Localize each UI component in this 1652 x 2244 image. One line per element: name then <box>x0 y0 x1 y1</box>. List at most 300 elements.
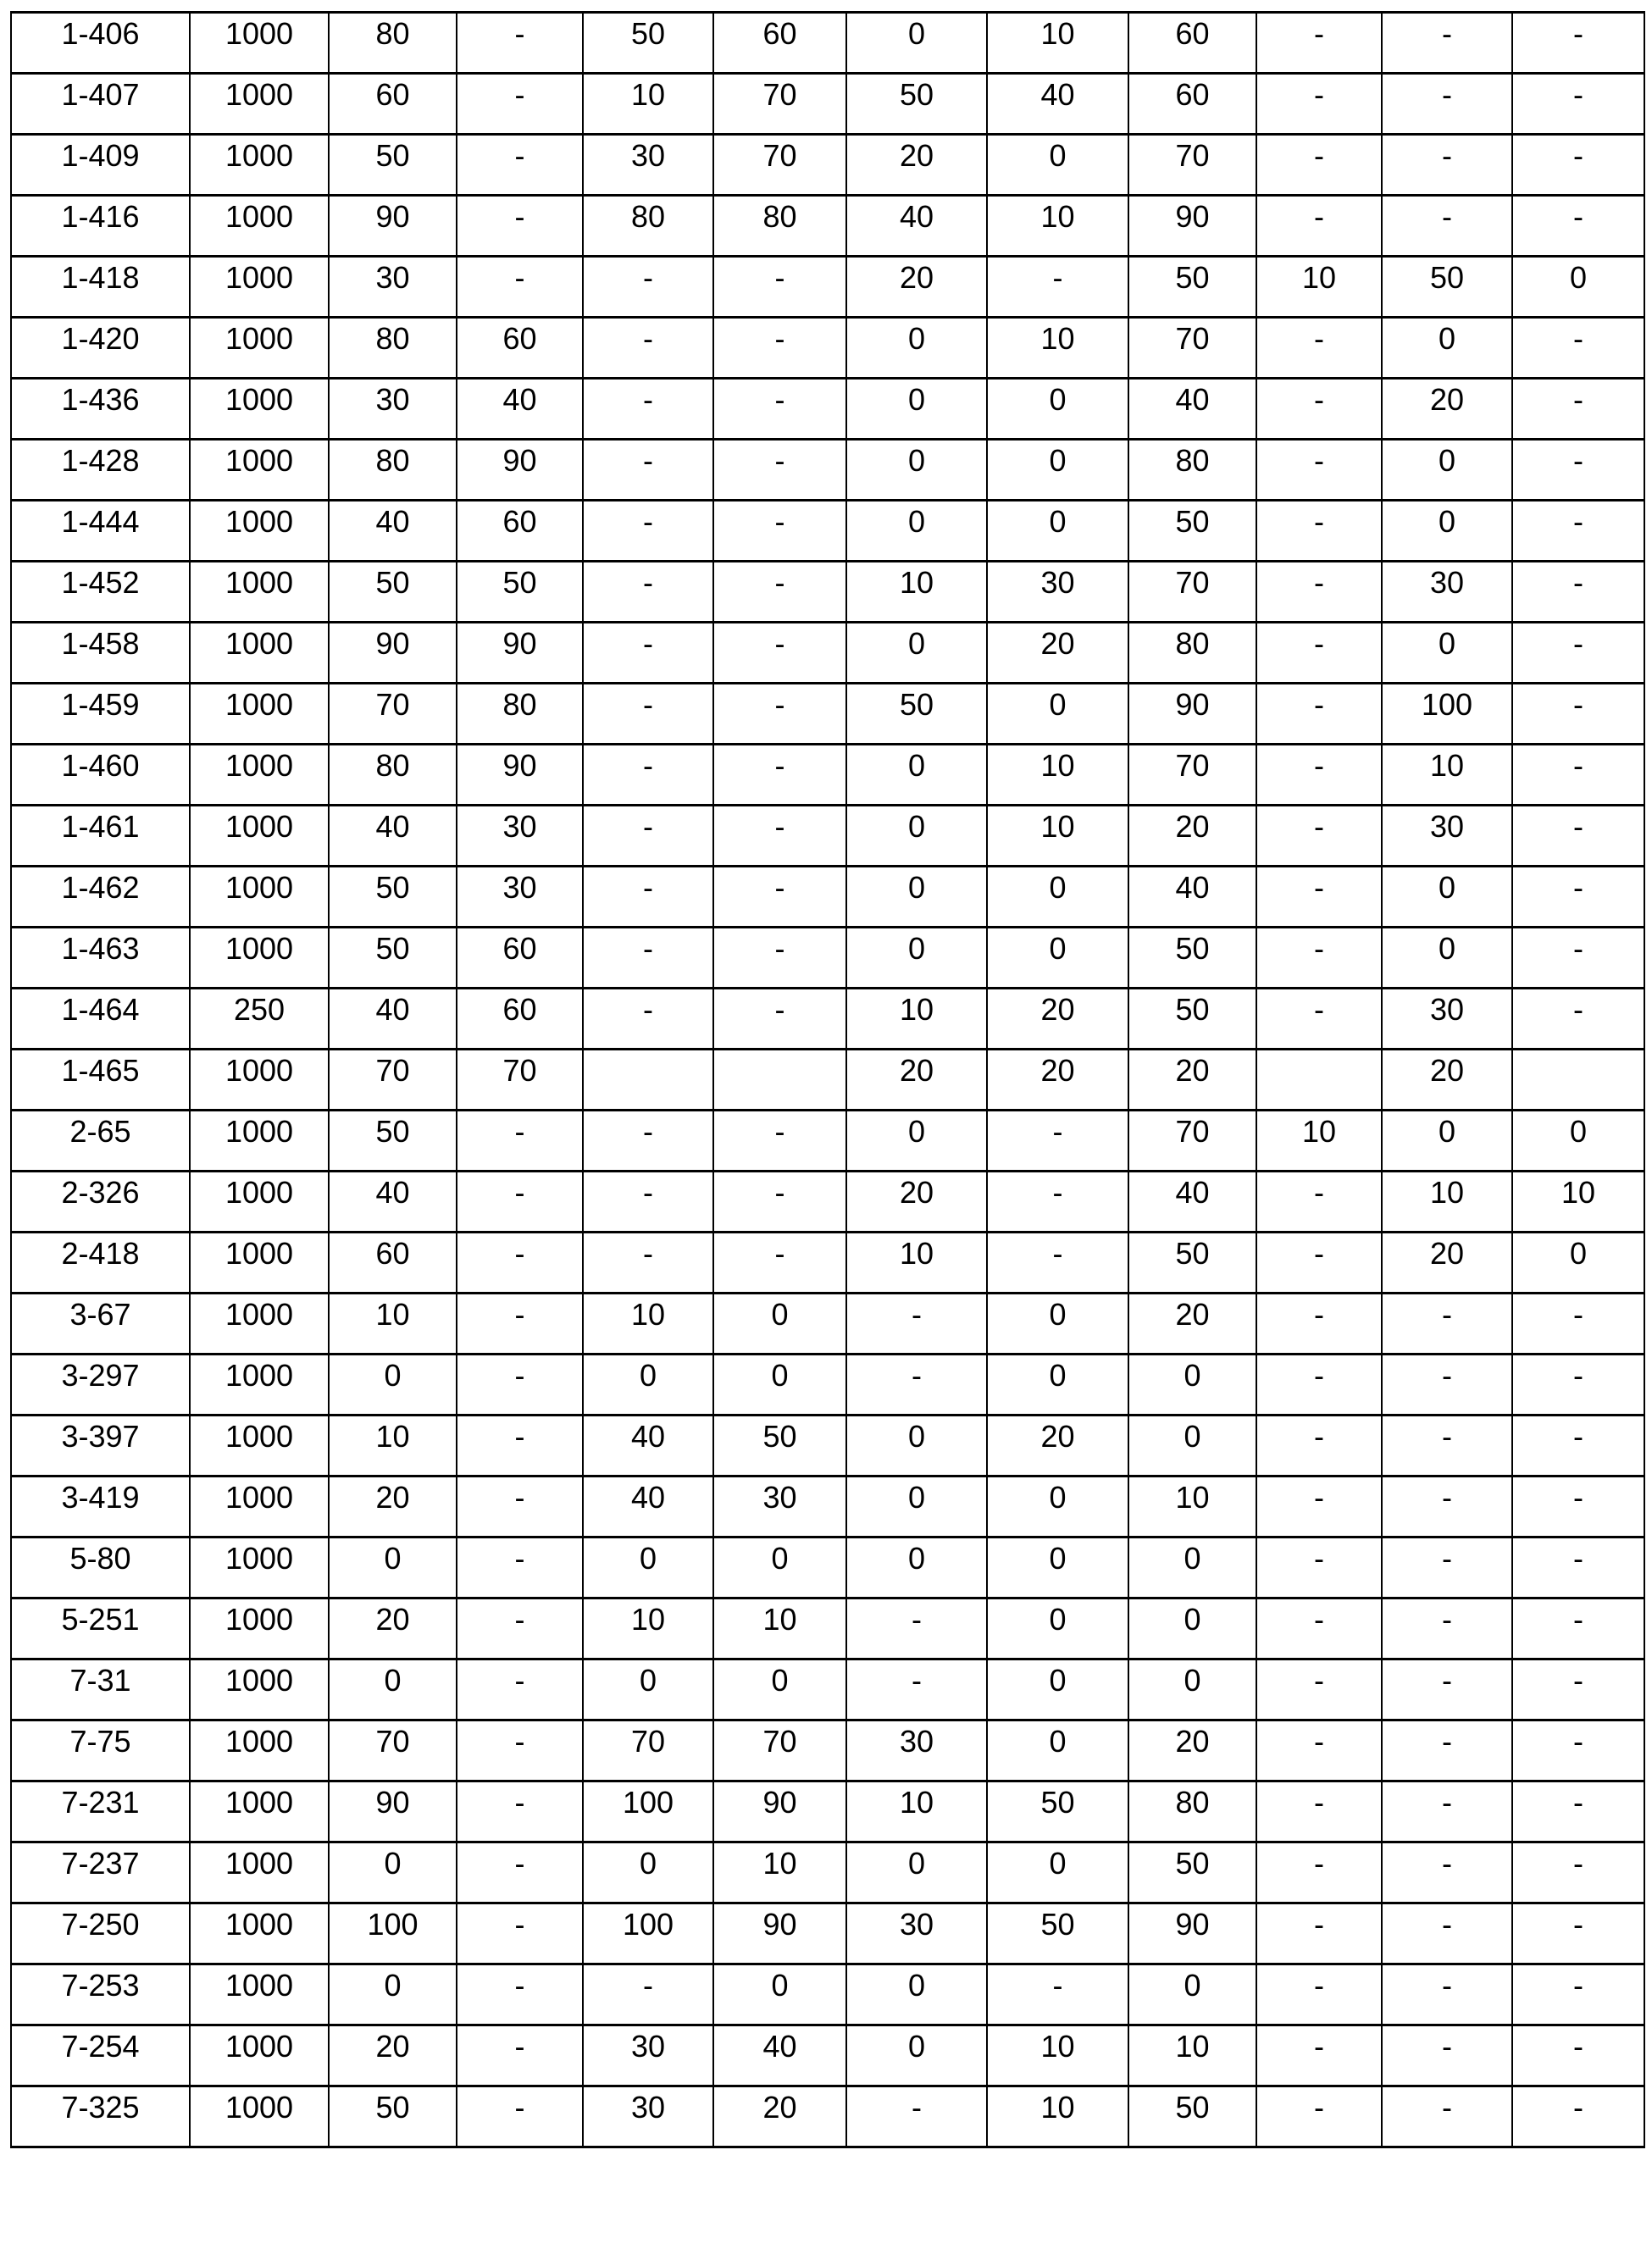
table-cell: - <box>1512 379 1644 440</box>
table-cell: - <box>457 1355 583 1416</box>
table-row <box>11 135 1644 196</box>
table-cell: 40 <box>987 74 1128 135</box>
table-cell: 80 <box>329 745 457 806</box>
table-cell: - <box>1256 1659 1382 1720</box>
row-id-cell: 1-409 <box>11 135 190 196</box>
table-cell: 1000 <box>190 1599 329 1659</box>
table-cell: - <box>457 1416 583 1477</box>
table-cell: - <box>713 684 846 745</box>
table-cell: 30 <box>1382 989 1512 1050</box>
table-cell: - <box>457 1659 583 1720</box>
table-cell: - <box>1382 1903 1512 1964</box>
table-cell: - <box>1512 1599 1644 1659</box>
table-cell: 80 <box>457 684 583 745</box>
table-cell: - <box>1382 74 1512 135</box>
table-cell: - <box>1382 1720 1512 1781</box>
table-cell: 90 <box>1128 684 1256 745</box>
table-cell: - <box>713 806 846 867</box>
row-id-cell: 1-418 <box>11 257 190 318</box>
table-cell: 70 <box>1128 318 1256 379</box>
table-cell: 10 <box>846 1781 987 1842</box>
table-cell: 60 <box>1128 74 1256 135</box>
table-cell: 1000 <box>190 1964 329 2025</box>
table-cell: 70 <box>329 1720 457 1781</box>
table-cell: 30 <box>583 135 713 196</box>
table-row <box>11 1659 1644 1720</box>
table-cell: 40 <box>1128 1172 1256 1233</box>
row-id-cell: 7-253 <box>11 1964 190 2025</box>
row-id-cell: 1-436 <box>11 379 190 440</box>
table-cell: - <box>1512 74 1644 135</box>
table-cell: - <box>1382 135 1512 196</box>
table-row <box>11 1416 1644 1477</box>
table-row <box>11 1355 1644 1416</box>
table-cell: - <box>1256 1233 1382 1294</box>
table-cell: 90 <box>457 745 583 806</box>
table-cell: - <box>713 1233 846 1294</box>
table-cell: 0 <box>846 1477 987 1538</box>
table-cell: - <box>1512 1294 1644 1355</box>
row-id-cell: 3-67 <box>11 1294 190 1355</box>
table-row <box>11 257 1644 318</box>
table-cell: - <box>1512 1416 1644 1477</box>
table-cell: 1000 <box>190 440 329 501</box>
table-cell <box>583 1050 713 1111</box>
table-cell: 60 <box>457 928 583 989</box>
table-cell: - <box>583 806 713 867</box>
table-cell: 50 <box>329 928 457 989</box>
table-cell: - <box>1256 135 1382 196</box>
table-cell: 0 <box>846 1964 987 2025</box>
table-cell: - <box>583 562 713 623</box>
row-id-cell: 3-397 <box>11 1416 190 1477</box>
table-row <box>11 867 1644 928</box>
table-cell: 30 <box>583 2086 713 2147</box>
row-id-cell: 7-325 <box>11 2086 190 2147</box>
table-row <box>11 745 1644 806</box>
row-id-cell: 1-458 <box>11 623 190 684</box>
table-cell: 0 <box>846 1111 987 1172</box>
table-cell: 50 <box>329 2086 457 2147</box>
table-cell: - <box>1512 2025 1644 2086</box>
table-cell: - <box>1382 1294 1512 1355</box>
table-row <box>11 440 1644 501</box>
table-row <box>11 806 1644 867</box>
table-cell: 1000 <box>190 1538 329 1599</box>
table-cell: - <box>713 440 846 501</box>
table-cell: 80 <box>329 318 457 379</box>
table-row <box>11 1964 1644 2025</box>
table-cell: 1000 <box>190 1294 329 1355</box>
table-cell: - <box>1382 1599 1512 1659</box>
table-cell: 10 <box>987 2086 1128 2147</box>
table-cell: 10 <box>583 1294 713 1355</box>
table-cell: - <box>583 440 713 501</box>
table-row <box>11 1538 1644 1599</box>
table-cell: - <box>1256 684 1382 745</box>
table-cell: - <box>457 196 583 257</box>
table-cell: 50 <box>1128 2086 1256 2147</box>
table-cell: - <box>1512 562 1644 623</box>
table-cell: 0 <box>1128 1355 1256 1416</box>
table-cell: 1000 <box>190 867 329 928</box>
table-cell: - <box>713 1111 846 1172</box>
table-cell: 10 <box>1128 1477 1256 1538</box>
row-id-cell: 1-460 <box>11 745 190 806</box>
table-row <box>11 1903 1644 1964</box>
table-cell: 70 <box>583 1720 713 1781</box>
table-cell: - <box>1256 1964 1382 2025</box>
table-cell: 1000 <box>190 1781 329 1842</box>
table-cell: 1000 <box>190 1233 329 1294</box>
table-cell: 1000 <box>190 1477 329 1538</box>
table-cell: 0 <box>713 1294 846 1355</box>
table-cell: 0 <box>846 440 987 501</box>
table-cell: 1000 <box>190 257 329 318</box>
table-cell: - <box>1382 2086 1512 2147</box>
table-cell: 70 <box>329 684 457 745</box>
table-cell: 0 <box>1382 928 1512 989</box>
table-cell: - <box>583 257 713 318</box>
table-cell: 50 <box>329 867 457 928</box>
table-cell: 10 <box>713 1842 846 1903</box>
table-cell: 0 <box>846 745 987 806</box>
table-cell: 50 <box>713 1416 846 1477</box>
table-cell: 50 <box>987 1781 1128 1842</box>
table-cell: 40 <box>713 2025 846 2086</box>
table-row <box>11 2025 1644 2086</box>
table-cell: - <box>1256 1172 1382 1233</box>
table-cell: - <box>713 867 846 928</box>
table-cell: - <box>1256 1294 1382 1355</box>
table-cell: 60 <box>329 1233 457 1294</box>
row-id-cell: 1-464 <box>11 989 190 1050</box>
table-cell: - <box>457 1720 583 1781</box>
table-cell: - <box>1256 13 1382 74</box>
table-row <box>11 1720 1644 1781</box>
table-cell: - <box>846 1659 987 1720</box>
table-cell: - <box>713 318 846 379</box>
table-cell: - <box>1256 379 1382 440</box>
table-cell: - <box>987 1172 1128 1233</box>
table-cell: - <box>1382 1355 1512 1416</box>
row-id-cell: 1-416 <box>11 196 190 257</box>
row-id-cell: 1-407 <box>11 74 190 135</box>
table-cell: 10 <box>713 1599 846 1659</box>
table-cell: - <box>713 257 846 318</box>
table-cell: - <box>846 1355 987 1416</box>
table-cell: - <box>1256 2086 1382 2147</box>
row-id-cell: 5-251 <box>11 1599 190 1659</box>
table-cell: - <box>1512 745 1644 806</box>
table-cell: 0 <box>1382 623 1512 684</box>
table-cell: 50 <box>987 1903 1128 1964</box>
table-cell: - <box>1512 989 1644 1050</box>
table-cell: 0 <box>1128 1538 1256 1599</box>
table-cell: 0 <box>987 867 1128 928</box>
table-cell: 20 <box>987 1050 1128 1111</box>
table-cell: - <box>457 1233 583 1294</box>
table-cell: 1000 <box>190 318 329 379</box>
table-cell: - <box>987 1233 1128 1294</box>
table-cell: - <box>1256 867 1382 928</box>
table-cell: - <box>583 867 713 928</box>
table-cell: 10 <box>846 1233 987 1294</box>
data-table <box>10 11 1645 2148</box>
table-cell: 0 <box>713 1355 846 1416</box>
table-cell: 30 <box>713 1477 846 1538</box>
table-cell: - <box>457 135 583 196</box>
row-id-cell: 1-465 <box>11 1050 190 1111</box>
table-cell: - <box>583 1172 713 1233</box>
table-cell: - <box>987 1964 1128 2025</box>
table-cell: 30 <box>846 1720 987 1781</box>
table-cell: - <box>846 1599 987 1659</box>
table-cell: 10 <box>846 989 987 1050</box>
row-id-cell: 2-418 <box>11 1233 190 1294</box>
row-id-cell: 2-326 <box>11 1172 190 1233</box>
table-cell: 0 <box>1128 1659 1256 1720</box>
table-cell: - <box>457 1903 583 1964</box>
table-cell: 0 <box>713 1964 846 2025</box>
table-body <box>11 13 1644 2147</box>
table-cell: - <box>1512 501 1644 562</box>
table-cell: 20 <box>987 623 1128 684</box>
table-cell: 1000 <box>190 1111 329 1172</box>
table-cell: 60 <box>457 318 583 379</box>
table-cell: 0 <box>987 1294 1128 1355</box>
table-cell: 1000 <box>190 623 329 684</box>
table-cell: 0 <box>1512 1233 1644 1294</box>
table-cell: 40 <box>329 989 457 1050</box>
table-cell: - <box>1512 1355 1644 1416</box>
table-cell: - <box>1512 867 1644 928</box>
table-cell: 10 <box>987 13 1128 74</box>
row-id-cell: 3-297 <box>11 1355 190 1416</box>
table-cell: 80 <box>329 440 457 501</box>
table-cell: - <box>1256 196 1382 257</box>
table-cell: 60 <box>713 13 846 74</box>
table-cell: 30 <box>457 806 583 867</box>
row-id-cell: 5-80 <box>11 1538 190 1599</box>
table-cell: - <box>1512 806 1644 867</box>
table-cell: 20 <box>1382 1233 1512 1294</box>
table-cell: - <box>1256 928 1382 989</box>
table-cell: - <box>1256 2025 1382 2086</box>
table-cell <box>1256 1050 1382 1111</box>
table-cell: 10 <box>987 318 1128 379</box>
table-cell: 0 <box>1382 318 1512 379</box>
table-cell: 70 <box>1128 745 1256 806</box>
table-cell: 80 <box>329 13 457 74</box>
table-cell: 0 <box>846 379 987 440</box>
table-row <box>11 74 1644 135</box>
table-cell: 30 <box>457 867 583 928</box>
table-cell: - <box>1512 2086 1644 2147</box>
table-cell: 1000 <box>190 806 329 867</box>
table-cell: - <box>1256 1781 1382 1842</box>
table-cell: - <box>1512 318 1644 379</box>
table-row <box>11 1477 1644 1538</box>
table-cell: 70 <box>713 1720 846 1781</box>
table-cell: 250 <box>190 989 329 1050</box>
table-cell: - <box>1256 562 1382 623</box>
table-cell: 1000 <box>190 1355 329 1416</box>
table-cell: - <box>457 257 583 318</box>
table-cell: 50 <box>1382 257 1512 318</box>
table-cell: - <box>713 928 846 989</box>
table-cell: 90 <box>329 623 457 684</box>
table-cell: 100 <box>1382 684 1512 745</box>
table-row <box>11 1050 1644 1111</box>
table-cell: 50 <box>846 684 987 745</box>
table-cell: - <box>1382 1659 1512 1720</box>
table-cell: 0 <box>1128 1599 1256 1659</box>
table-cell: 30 <box>1382 806 1512 867</box>
table-cell: - <box>457 74 583 135</box>
table-cell: 0 <box>846 501 987 562</box>
table-cell: - <box>1256 1477 1382 1538</box>
table-cell: 20 <box>846 1050 987 1111</box>
table-row <box>11 196 1644 257</box>
table-cell: 90 <box>457 440 583 501</box>
table-cell: - <box>457 1111 583 1172</box>
table-cell: - <box>713 623 846 684</box>
table-cell: - <box>713 989 846 1050</box>
table-cell: 40 <box>583 1416 713 1477</box>
table-cell: - <box>583 1233 713 1294</box>
table-cell: 80 <box>1128 623 1256 684</box>
table-cell: - <box>1382 1842 1512 1903</box>
table-cell: 70 <box>1128 562 1256 623</box>
table-cell: 0 <box>987 928 1128 989</box>
table-cell: - <box>1512 684 1644 745</box>
table-cell: 40 <box>1128 867 1256 928</box>
table-cell: - <box>1512 13 1644 74</box>
row-id-cell: 7-254 <box>11 2025 190 2086</box>
table-cell: 10 <box>987 806 1128 867</box>
table-cell: 50 <box>1128 928 1256 989</box>
table-cell: 0 <box>1382 440 1512 501</box>
table-cell: - <box>1256 1842 1382 1903</box>
table-cell: 60 <box>329 74 457 135</box>
table-row <box>11 562 1644 623</box>
table-cell: - <box>583 745 713 806</box>
table-cell: 0 <box>987 1477 1128 1538</box>
table-cell: 20 <box>846 1172 987 1233</box>
table-cell: 70 <box>329 1050 457 1111</box>
table-cell: 50 <box>1128 1842 1256 1903</box>
table-cell: 100 <box>583 1781 713 1842</box>
table-cell: 90 <box>1128 1903 1256 1964</box>
table-cell: - <box>583 1111 713 1172</box>
table-cell: 0 <box>987 1720 1128 1781</box>
table-cell: - <box>1256 989 1382 1050</box>
table-cell: - <box>1512 196 1644 257</box>
table-row <box>11 2086 1644 2147</box>
table-cell: 0 <box>583 1659 713 1720</box>
row-id-cell: 1-452 <box>11 562 190 623</box>
table-cell <box>713 1050 846 1111</box>
table-cell: - <box>987 257 1128 318</box>
table-cell: - <box>1256 74 1382 135</box>
table-cell: - <box>457 1294 583 1355</box>
table-cell: - <box>1256 318 1382 379</box>
table-cell: - <box>583 684 713 745</box>
table-cell: 20 <box>987 1416 1128 1477</box>
table-cell: 0 <box>987 440 1128 501</box>
table-cell: - <box>987 1111 1128 1172</box>
table-cell: 10 <box>329 1416 457 1477</box>
row-id-cell: 1-463 <box>11 928 190 989</box>
table-cell: 20 <box>1128 1294 1256 1355</box>
table-cell: 1000 <box>190 135 329 196</box>
table-cell: 0 <box>583 1355 713 1416</box>
table-cell: - <box>457 1538 583 1599</box>
table-cell: 0 <box>329 1659 457 1720</box>
table-cell: - <box>583 501 713 562</box>
table-cell: 50 <box>1128 989 1256 1050</box>
table-row <box>11 13 1644 74</box>
table-cell: - <box>457 1477 583 1538</box>
table-cell: - <box>1512 623 1644 684</box>
table-cell: - <box>1256 1720 1382 1781</box>
table-cell: 70 <box>713 135 846 196</box>
table-cell <box>1512 1050 1644 1111</box>
table-cell: - <box>1382 1477 1512 1538</box>
table-cell: 20 <box>1128 1050 1256 1111</box>
table-cell: 10 <box>1256 257 1382 318</box>
table-cell: - <box>1256 806 1382 867</box>
table-cell: 20 <box>1128 806 1256 867</box>
table-cell: 100 <box>583 1903 713 1964</box>
table-cell: 10 <box>846 562 987 623</box>
table-cell: 50 <box>329 562 457 623</box>
table-cell: 0 <box>1512 257 1644 318</box>
table-cell: 40 <box>329 806 457 867</box>
table-cell: - <box>1512 135 1644 196</box>
table-cell: - <box>1512 928 1644 989</box>
table-cell: 0 <box>987 135 1128 196</box>
table-cell: - <box>1512 1720 1644 1781</box>
table-cell: 0 <box>987 1599 1128 1659</box>
table-cell: 20 <box>846 135 987 196</box>
table-cell: 40 <box>583 1477 713 1538</box>
table-cell: 0 <box>1128 1416 1256 1477</box>
row-id-cell: 7-75 <box>11 1720 190 1781</box>
table-cell: - <box>583 623 713 684</box>
table-cell: - <box>1256 1355 1382 1416</box>
table-row <box>11 501 1644 562</box>
table-cell: 0 <box>1382 867 1512 928</box>
table-row <box>11 1599 1644 1659</box>
table-cell: 0 <box>846 1538 987 1599</box>
table-cell: - <box>846 1294 987 1355</box>
table-cell: - <box>457 1842 583 1903</box>
table-cell: 20 <box>987 989 1128 1050</box>
table-cell: - <box>713 1172 846 1233</box>
table-cell: 0 <box>1382 501 1512 562</box>
table-cell: 0 <box>329 1538 457 1599</box>
table-cell: 40 <box>329 1172 457 1233</box>
table-cell: 30 <box>846 1903 987 1964</box>
table-cell: 1000 <box>190 501 329 562</box>
table-cell: - <box>1382 1416 1512 1477</box>
table-row <box>11 684 1644 745</box>
table-cell: - <box>1512 440 1644 501</box>
row-id-cell: 1-459 <box>11 684 190 745</box>
table-cell: 80 <box>1128 1781 1256 1842</box>
